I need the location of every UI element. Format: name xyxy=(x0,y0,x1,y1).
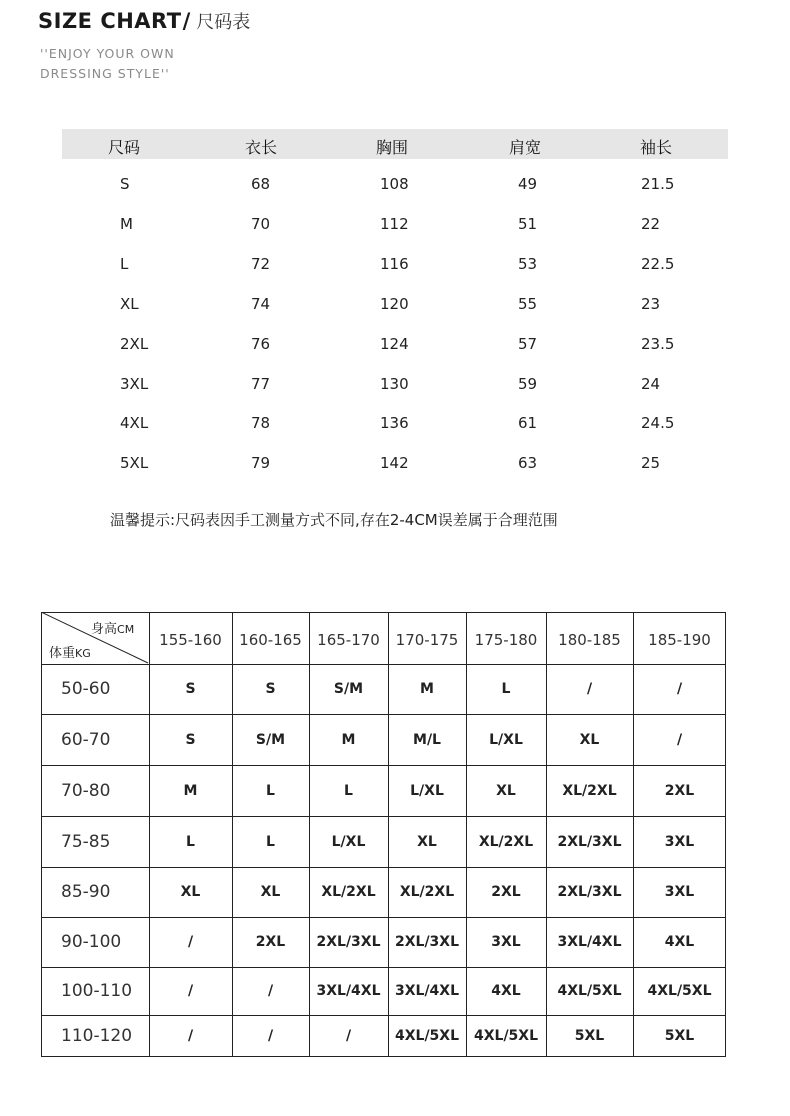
title-chinese: 尺码表 xyxy=(196,12,251,33)
size-measurement: 22 xyxy=(641,214,661,233)
recommended-size: M/L xyxy=(413,731,441,748)
recommended-size: L/XL xyxy=(410,782,444,799)
height-range-header: 175-180 xyxy=(474,631,538,649)
recommended-size: XL xyxy=(579,731,600,748)
size-measurement: 59 xyxy=(518,374,538,393)
size-measurement: 24 xyxy=(641,374,661,393)
size-label: 4XL xyxy=(120,414,149,433)
size-measurement: 55 xyxy=(518,294,538,313)
recommended-size: 3XL xyxy=(664,884,695,900)
weight-range-label: 70-80 xyxy=(61,780,111,801)
recommended-size: 4XL xyxy=(491,983,521,999)
recommended-size: 3XL/4XL xyxy=(394,983,460,999)
recommended-size: / xyxy=(676,681,683,697)
recommended-size: XL xyxy=(260,884,281,900)
recommended-size: S/M xyxy=(255,731,286,748)
size-measurement: 57 xyxy=(518,334,538,353)
recommended-size: S xyxy=(265,681,276,697)
weight-range-label: 60-70 xyxy=(61,729,111,750)
size-measurement: 22.5 xyxy=(641,254,675,273)
recommended-size: 5XL xyxy=(664,1028,695,1044)
size-recommendation-table xyxy=(41,612,726,1057)
size-label: L xyxy=(120,254,129,273)
size-measurement: 78 xyxy=(251,414,271,433)
recommended-size: 4XL/5XL xyxy=(473,1028,539,1044)
recommended-size: / xyxy=(267,983,274,999)
size-measurement: 61 xyxy=(518,414,538,433)
recommended-size: XL xyxy=(180,884,201,900)
recommended-size: XL xyxy=(417,833,437,850)
recommended-size: L xyxy=(266,833,275,850)
size-measurement: 68 xyxy=(251,175,271,193)
recommended-size: 4XL/5XL xyxy=(647,983,712,999)
recommended-size: / xyxy=(187,983,194,999)
size-table-header xyxy=(62,129,728,159)
corner-height-label: 身高CM xyxy=(91,622,135,637)
recommended-size: L/XL xyxy=(489,731,523,748)
size-measurement: 76 xyxy=(251,334,271,353)
tagline xyxy=(40,44,240,84)
size-measurement: 24.5 xyxy=(641,414,675,433)
recommended-size: 3XL xyxy=(664,833,695,850)
corner-weight-label: 体重KG xyxy=(49,646,91,661)
recommended-size: 4XL xyxy=(664,934,695,950)
size-measurement: 142 xyxy=(380,454,409,473)
recommended-size: XL/2XL xyxy=(478,833,534,850)
weight-range-label: 50-60 xyxy=(61,679,111,699)
recommended-size: 3XL xyxy=(491,934,521,950)
size-measurement: 53 xyxy=(518,254,538,273)
column-header-size: 尺码 xyxy=(108,138,141,157)
column-header-chest: 胸围 xyxy=(376,138,409,157)
height-range-header: 170-175 xyxy=(395,631,459,649)
size-measurement: 124 xyxy=(380,334,409,353)
recommended-size: 4XL/5XL xyxy=(394,1028,460,1044)
recommended-size: / xyxy=(267,1028,274,1044)
size-measurement: 130 xyxy=(380,374,409,393)
recommended-size: L xyxy=(501,681,511,697)
title-slash: / xyxy=(182,9,191,33)
size-label: 3XL xyxy=(120,374,149,393)
recommended-size: L xyxy=(186,833,195,850)
recommended-size: / xyxy=(676,731,683,748)
recommended-size: M xyxy=(183,782,198,799)
recommended-size: M xyxy=(341,731,356,748)
size-measurement: 23.5 xyxy=(641,334,675,353)
recommended-size: M xyxy=(420,681,434,697)
recommended-size: / xyxy=(187,934,194,950)
recommended-size: L/XL xyxy=(331,833,366,850)
column-header-shoulder: 肩宽 xyxy=(509,138,542,157)
size-measurement: 79 xyxy=(251,454,271,473)
height-range-header: 180-185 xyxy=(558,631,621,649)
tagline-line-2: DRESSING STYLE'' xyxy=(40,66,170,81)
size-measurement: 108 xyxy=(380,175,409,193)
size-measurement: 120 xyxy=(380,294,409,313)
recommended-size: 2XL xyxy=(664,782,695,799)
column-header-length: 衣长 xyxy=(245,138,278,157)
size-measurement: 116 xyxy=(380,254,409,273)
size-label: XL xyxy=(120,294,139,313)
recommended-size: 2XL/3XL xyxy=(394,934,460,950)
title-english: SIZE CHART xyxy=(38,9,182,33)
size-measurement: 51 xyxy=(518,214,538,233)
recommended-size: XL xyxy=(496,782,516,799)
recommended-size: 2XL xyxy=(491,884,521,900)
size-measurement: 49 xyxy=(518,175,538,193)
weight-range-label: 100-110 xyxy=(61,981,133,1001)
recommended-size: / xyxy=(345,1028,352,1044)
weight-range-label: 90-100 xyxy=(61,932,122,952)
size-label: S xyxy=(120,175,130,193)
recommended-size: S xyxy=(185,681,196,697)
size-measurement: 77 xyxy=(251,374,271,393)
recommended-size: 3XL/4XL xyxy=(557,934,622,950)
recommended-size: S/M xyxy=(333,681,364,697)
size-measurement: 70 xyxy=(251,214,271,233)
recommended-size: 2XL/3XL xyxy=(557,884,622,900)
height-range-header: 165-170 xyxy=(317,631,380,649)
recommended-size: / xyxy=(187,1028,194,1044)
weight-range-label: 110-120 xyxy=(61,1026,133,1046)
size-label: M xyxy=(120,214,133,233)
recommended-size: L xyxy=(344,782,353,799)
size-measurement: 72 xyxy=(251,254,271,273)
recommended-size: XL/2XL xyxy=(562,782,617,799)
size-measurement: 136 xyxy=(380,414,409,433)
recommended-size: 4XL/5XL xyxy=(557,983,622,999)
recommended-size: 3XL/4XL xyxy=(316,983,381,999)
size-measurement: 63 xyxy=(518,454,538,473)
recommended-size: 2XL xyxy=(255,934,286,950)
measurement-tip: 温馨提示:尺码表因手工测量方式不同,存在2-4CM误差属于合理范围 xyxy=(110,511,558,529)
size-label: 2XL xyxy=(120,334,149,353)
recommended-size: / xyxy=(586,681,593,697)
height-range-header: 155-160 xyxy=(159,631,222,649)
height-range-header: 160-165 xyxy=(239,631,302,649)
size-measurement: 23 xyxy=(641,294,661,313)
size-measurement: 21.5 xyxy=(641,175,675,193)
tagline-line-1: ''ENJOY YOUR OWN xyxy=(40,46,175,61)
recommended-size: S xyxy=(185,731,196,748)
size-label: 5XL xyxy=(120,454,149,473)
recommended-size: XL/2XL xyxy=(399,884,455,900)
size-measurement: 74 xyxy=(251,294,271,313)
size-measurement: 112 xyxy=(380,214,409,233)
recommended-size: 2XL/3XL xyxy=(557,833,622,850)
weight-range-label: 75-85 xyxy=(61,831,111,852)
recommended-size: L xyxy=(266,782,275,799)
page-title xyxy=(38,8,250,34)
recommended-size: 5XL xyxy=(574,1028,605,1044)
recommended-size: XL/2XL xyxy=(321,884,376,900)
height-range-header: 185-190 xyxy=(648,631,711,649)
column-header-sleeve: 袖长 xyxy=(640,138,673,157)
recommended-size: 2XL/3XL xyxy=(316,934,381,950)
size-measurement: 25 xyxy=(641,454,661,473)
weight-range-label: 85-90 xyxy=(61,882,111,902)
